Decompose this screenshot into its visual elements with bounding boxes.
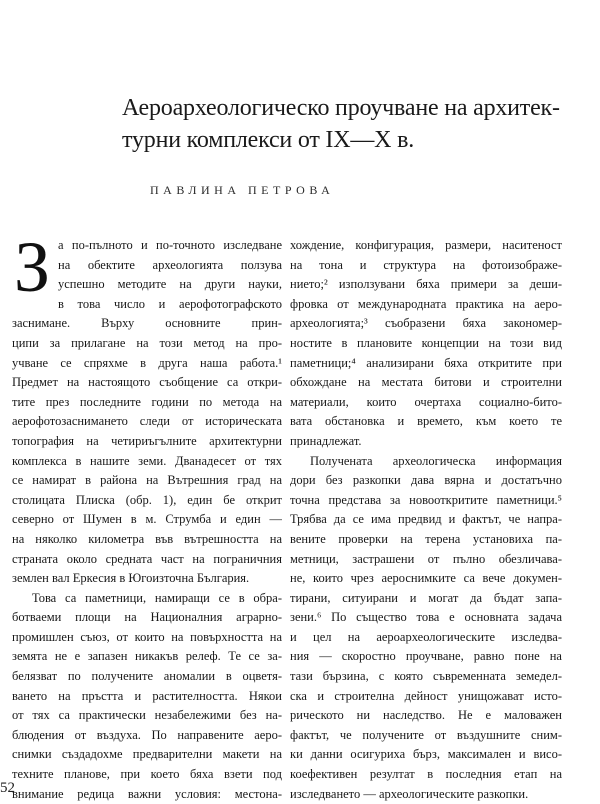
text-line: а по-пълното и по-точното изследване (58, 238, 282, 252)
author-name: ПАВЛИНА ПЕТРОВА (150, 183, 335, 197)
text-line: материали, които очертаха социално-бито- (290, 394, 562, 409)
text-line: не, които чрез аероснимките са вече докумен- (290, 571, 562, 586)
text-line: ностите в плановите концепции на този вид (290, 335, 562, 350)
text-line: нието;² използувани бяха примери за деши- (290, 277, 562, 292)
text-line: обхождане на местата битови и строителни (290, 375, 562, 390)
text-line: фровка от международната практика на аеро- (290, 296, 562, 311)
text-line: вените проверки на терена установиха па- (290, 531, 562, 546)
text-line: землен вал Еркесия в Югоизточна България. (12, 571, 250, 586)
text-line: от тях са практически незабележими без на- (12, 708, 282, 723)
text-line: тази бързина, с която съвременната земедел- (290, 669, 562, 684)
title-line-1: Аероархеологическо проучване на архитек- (122, 95, 560, 121)
text-line: ципи за прилагане на този метод на про- (12, 335, 282, 350)
text-line: аерофотозаснимането следи от историческата (12, 414, 282, 429)
text-line: промишлен съюз, от които на повърхността на (12, 629, 282, 644)
right-column (290, 236, 562, 804)
text-line: северно от Шумен в м. Струмба и един — (12, 512, 282, 527)
text-line: ния — скоростно проучване, равно поне на (290, 649, 562, 664)
text-line: Трябва да се има предвид и фактът, че напра- (290, 512, 562, 527)
title-line-2: турни комплекси от IX—X в. (122, 127, 415, 153)
text-line: дори без разкопки дава вярна и достатъчно (290, 473, 562, 488)
text-line: точна представа за новооткритите паметници.⁵ (290, 492, 562, 507)
text-line: заснимане. Върху основните прин- (12, 316, 282, 331)
text-line: и цел на аероархеологическите изследва- (290, 629, 562, 644)
text-line: ботваеми площи на Националния аграрно- (12, 610, 282, 625)
text-line: на тона и структура на фотоизображе- (290, 257, 562, 272)
text-line: Това са паметници, намиращи се в обра- (32, 590, 282, 605)
text-line: ването на пръстта и растителността. Някои (12, 688, 282, 703)
dropcap-letter: З (14, 227, 51, 307)
text-line: ки данни осигуриха бърз, максимален и висо- (290, 747, 562, 762)
text-line: блюдения от въздуха. По направените аеро- (12, 727, 282, 742)
text-line: земята не е запазен никакъв релеф. Те се за- (12, 649, 282, 664)
text-line: зени.⁶ По същество това е основната задача (290, 610, 562, 625)
text-line: принадлежат. (290, 433, 362, 448)
text-line: учване се спряхме в друга наша работа.¹ (12, 355, 282, 370)
text-line: снимки създадохме предварителни макети на (12, 747, 282, 762)
text-line: внимание редица важни условия: местона- (12, 786, 282, 801)
text-line: метници, застрашени от пълно обезличава- (290, 551, 562, 566)
text-line: страната около средната част на пограничния (12, 551, 282, 566)
text-line: фактът, че получените от въздушните сним- (290, 727, 562, 742)
text-line: успешно методите на други науки, (58, 277, 282, 292)
text-line: техните планове, при което бяха взети под (12, 767, 282, 782)
text-line: изследването — археологическите разкопки. (290, 786, 529, 801)
page-number: 52 (0, 780, 15, 796)
dropcap-paragraph (12, 227, 282, 314)
text-line: хождение, конфигурация, размери, наситеност (290, 238, 562, 252)
left-column (12, 227, 282, 804)
text-line: топография на четириъгълните архитектурни (12, 433, 282, 448)
text-line: в това число и аерофотографското (58, 296, 282, 311)
article-title (122, 92, 572, 156)
text-line: Получената археологическа информация (310, 453, 562, 468)
text-line: на обектите археологията ползува (58, 257, 282, 272)
text-line: белязват по получените аномалии в оцветя- (12, 669, 282, 684)
text-line: рическото ни наследство. Не е маловажен (290, 708, 562, 723)
text-line: археологията;³ съобразени бяха закономер- (290, 316, 562, 331)
text-line: на няколко километра във вътрешността на (12, 531, 282, 546)
text-line: вата обстановка и времето, към което те (290, 414, 562, 429)
text-line: комплекса в нашите земи. Дванадесет от тях (12, 453, 282, 468)
text-line: коефективен резултат в последния етап на (290, 767, 562, 782)
text-line: столицата Плиска (обр. 1), един бе открит (12, 492, 282, 507)
text-line: паметници;⁴ анализирани бяха откритите при (290, 355, 562, 370)
text-line: Предмет на настоящото съобщение са откри- (12, 375, 282, 390)
text-line: тирани, ситуирани и могат да бъдат запа- (290, 590, 562, 605)
text-line: се намират в района на Вътрешния град на (12, 473, 282, 488)
text-line: ска и строителна дейност унищожават исто- (290, 688, 562, 703)
text-line: тите през последните години по метода на (12, 394, 282, 409)
